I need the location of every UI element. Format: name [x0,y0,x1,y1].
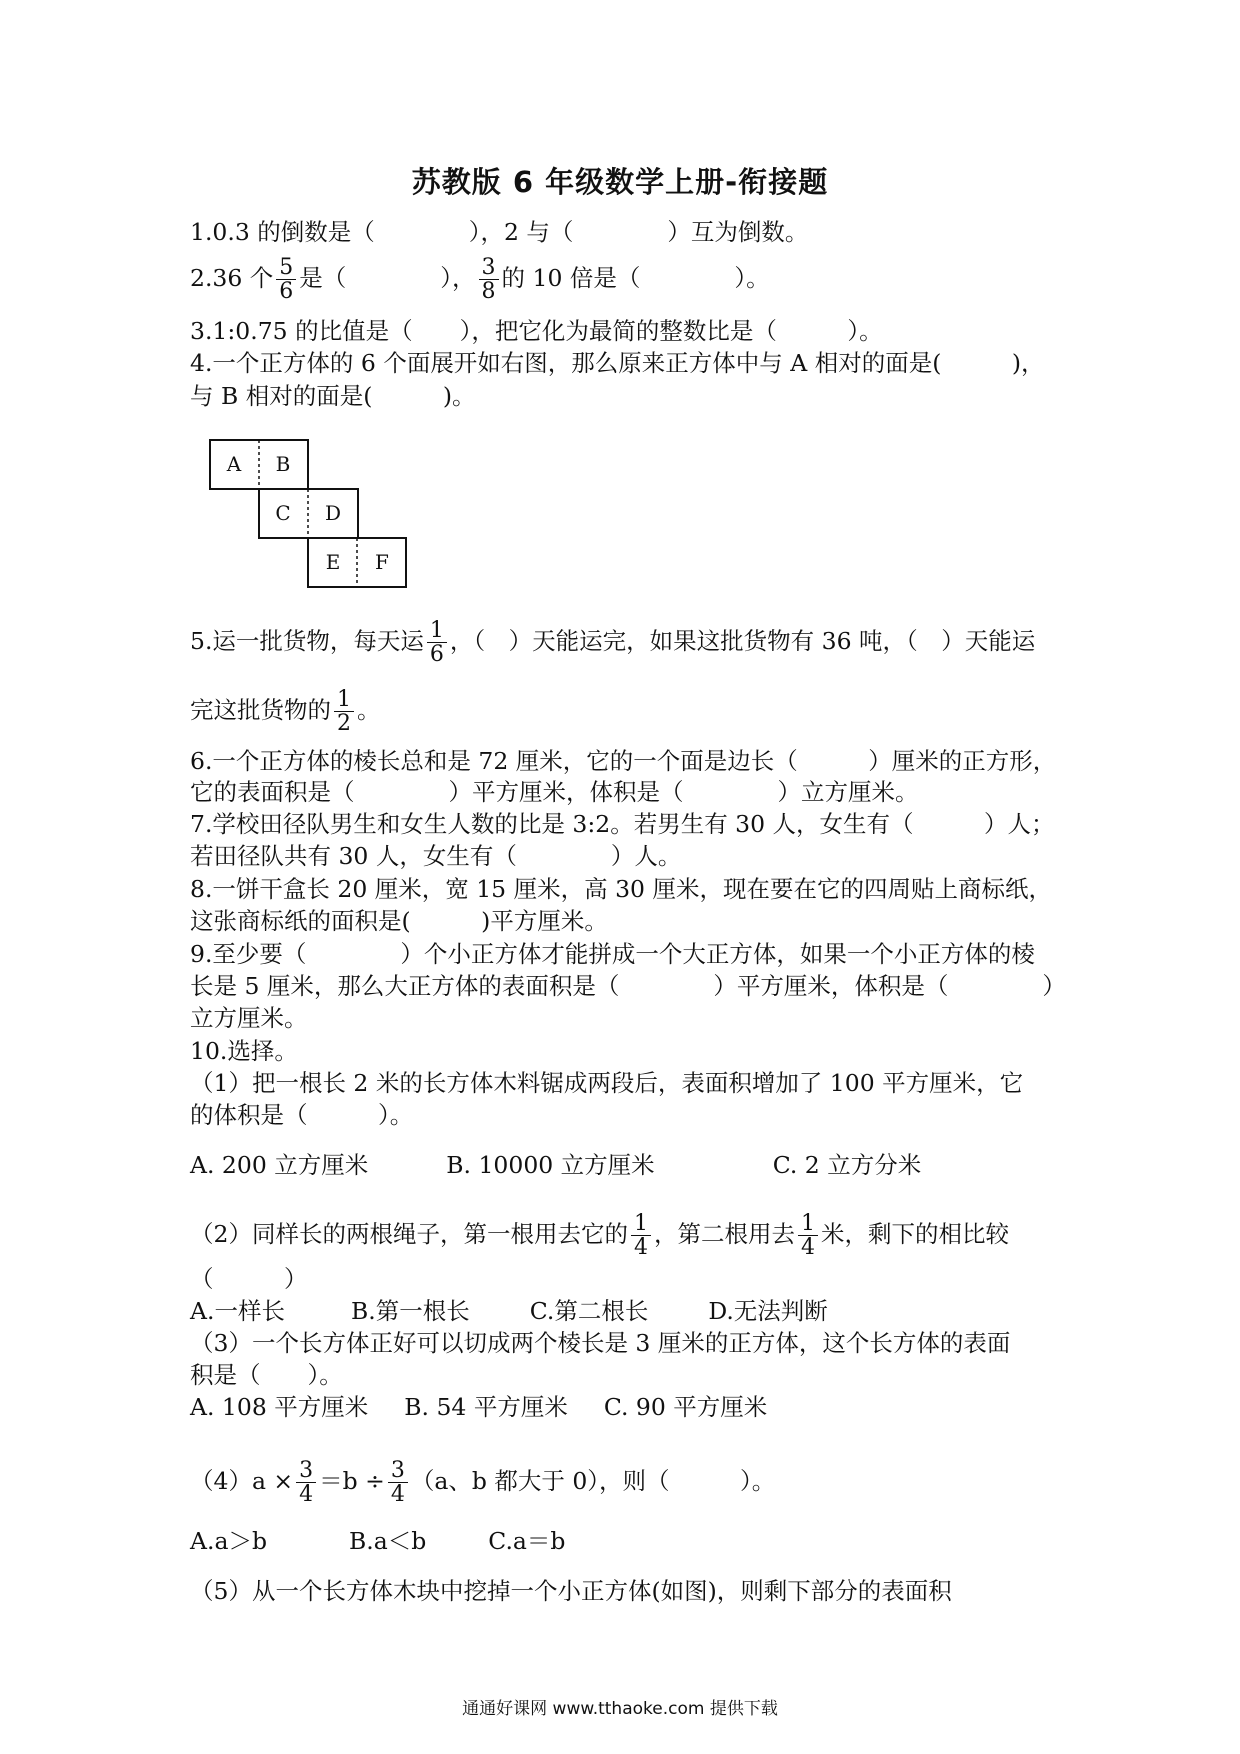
question-10-2-blank: （ ） [190,1265,308,1293]
question-2-text-b: 是（ ）， [299,264,476,293]
question-5-text-c: 完这批货物的 [190,696,331,725]
question-8-line-1: 8.一饼干盒长 20 厘米，宽 15 厘米，高 30 厘米，现在要在它的四周贴上商标纸， [190,875,1052,903]
option-d: D.无法判断 [708,1297,828,1325]
question-10-4-text-c: （a、b 都大于 0），则（ ）。 [410,1467,776,1496]
question-10-4-text-b: ＝b ÷ [319,1467,385,1496]
question-6-line-1: 6.一个正方体的棱长总和是 72 厘米，它的一个面是边长（ ）厘米的正方形， [190,747,1057,775]
question-10-2-text-a: （2）同样长的两根绳子，第一根用去它的 [190,1220,628,1249]
question-5-text-a: 5.运一批货物，每天运 [190,627,424,656]
question-5-line-2 [190,688,1060,735]
fraction-3-4 [296,1459,316,1506]
question-10-5-line-1: （5）从一个长方体木块中挖掉一个小正方体(如图)，则剩下部分的表面积 [190,1577,952,1605]
question-10-3-options [190,1392,1060,1422]
fraction-denominator: 4 [299,1482,314,1508]
question-5-text-d: 。 [357,696,381,725]
fraction-3-4 [388,1459,408,1506]
fraction-numerator: 3 [479,256,499,280]
fraction-numerator: 5 [276,256,296,280]
question-6-line-2: 它的表面积是（ ）平方厘米，体积是（ ）立方厘米。 [190,778,919,806]
fraction-numerator: 1 [631,1212,651,1236]
question-9-line-3: 立方厘米。 [190,1004,308,1032]
net-face-e: E [325,550,341,574]
fraction-5-6 [276,256,296,303]
question-7-line-1: 7.学校田径队男生和女生人数的比是 3:2。若男生有 30 人，女生有（ ）人； [190,810,1055,838]
option-b: B.第一根长 [350,1297,470,1325]
fraction-denominator: 4 [633,1235,648,1261]
question-10-3-line-2: 积是（ ）。 [190,1361,343,1389]
fraction-1-2 [334,688,354,735]
option-a: A.一样长 [190,1297,285,1325]
question-2-text-c: 的 10 倍是（ ）。 [501,264,770,293]
fraction-1-4 [798,1212,818,1259]
fraction-denominator: 8 [481,279,496,305]
question-10-2-options [190,1296,1060,1326]
question-8-line-2: 这张商标纸的面积是( )平方厘米。 [190,907,608,935]
question-9-line-2: 长是 5 厘米，那么大正方体的表面积是（ ）平方厘米，体积是（ ） [190,972,1066,1000]
fraction-numerator: 3 [296,1459,316,1483]
question-2-text-a: 2.36 个 [190,264,274,293]
page-footer: 通通好课网 www.tthaoke.com 提供下载 [462,1699,778,1719]
fraction-denominator: 2 [337,711,351,737]
option-a: A. 200 立方厘米 [190,1151,369,1179]
question-10-4-text-a: （4）a × [190,1467,294,1496]
page-title: 苏教版 6 年级数学上册-衔接题 [411,165,829,199]
question-1: 1.0.3 的倒数是（ ），2 与（ ）互为倒数。 [190,218,809,246]
question-7-line-2: 若田径队共有 30 人，女生有（ ）人。 [190,842,682,870]
net-face-b: B [275,452,291,476]
option-c: C.a＝b [488,1527,566,1555]
question-5-text-b: ，（ ）天能运完，如果这批货物有 36 吨，（ ）天能运 [449,627,1036,656]
question-10-1-line-1: （1）把一根长 2 米的长方体木料锯成两段后，表面积增加了 100 平方厘米，它 [190,1069,1024,1097]
option-c: C.第二根长 [529,1297,649,1325]
fraction-denominator: 4 [390,1482,405,1508]
fraction-1-4 [631,1212,651,1259]
net-face-a: A [226,452,242,476]
option-c: C. 90 平方厘米 [603,1393,768,1421]
option-a: A. 108 平方厘米 [190,1393,369,1421]
fraction-1-6 [427,619,447,666]
net-face-f: F [375,550,389,574]
fraction-denominator: 4 [800,1235,815,1261]
fraction-numerator: 1 [427,619,447,643]
question-10-1-options [190,1150,1060,1180]
question-10-3-line-1: （3）一个长方体正好可以切成两个棱长是 3 厘米的正方体，这个长方体的表面 [190,1329,1011,1357]
cube-net-diagram [209,439,409,589]
fraction-denominator: 6 [279,279,294,305]
option-b: B. 54 平方厘米 [404,1393,568,1421]
question-10-heading: 10.选择。 [190,1037,298,1065]
question-10-4-line [190,1459,1060,1506]
fraction-numerator: 3 [388,1459,408,1483]
question-10-1-line-2: 的体积是（ ）。 [190,1101,414,1129]
question-10-4-options [190,1526,1060,1556]
fraction-3-8 [479,256,499,303]
option-b: B.a＜b [349,1527,427,1555]
fraction-numerator: 1 [798,1212,818,1236]
net-face-c: C [275,501,291,525]
question-10-2-text-c: 米，剩下的相比较 [820,1220,1009,1249]
question-5-line-1 [190,619,1060,666]
question-4-line-1: 4.一个正方体的 6 个面展开如右图，那么原来正方体中与 A 相对的面是( )， [190,349,1045,377]
net-face-d: D [324,501,342,525]
question-9-line-1: 9.至少要（ ）个小正方体才能拼成一个大正方体，如果一个小正方体的棱 [190,940,1035,968]
question-10-2-text-b: ，第二根用去 [653,1220,795,1249]
option-a: A.a＞b [190,1527,267,1555]
option-c: C. 2 立方分米 [772,1151,922,1179]
fraction-numerator: 1 [334,688,354,712]
option-b: B. 10000 立方厘米 [446,1151,655,1179]
question-2 [190,256,1060,303]
fraction-denominator: 6 [429,642,444,668]
question-4-line-2: 与 B 相对的面是( )。 [190,382,476,410]
question-3: 3.1:0.75 的比值是（ ），把它化为最简的整数比是（ ）。 [190,317,883,345]
question-10-2-line-1 [190,1212,1060,1259]
